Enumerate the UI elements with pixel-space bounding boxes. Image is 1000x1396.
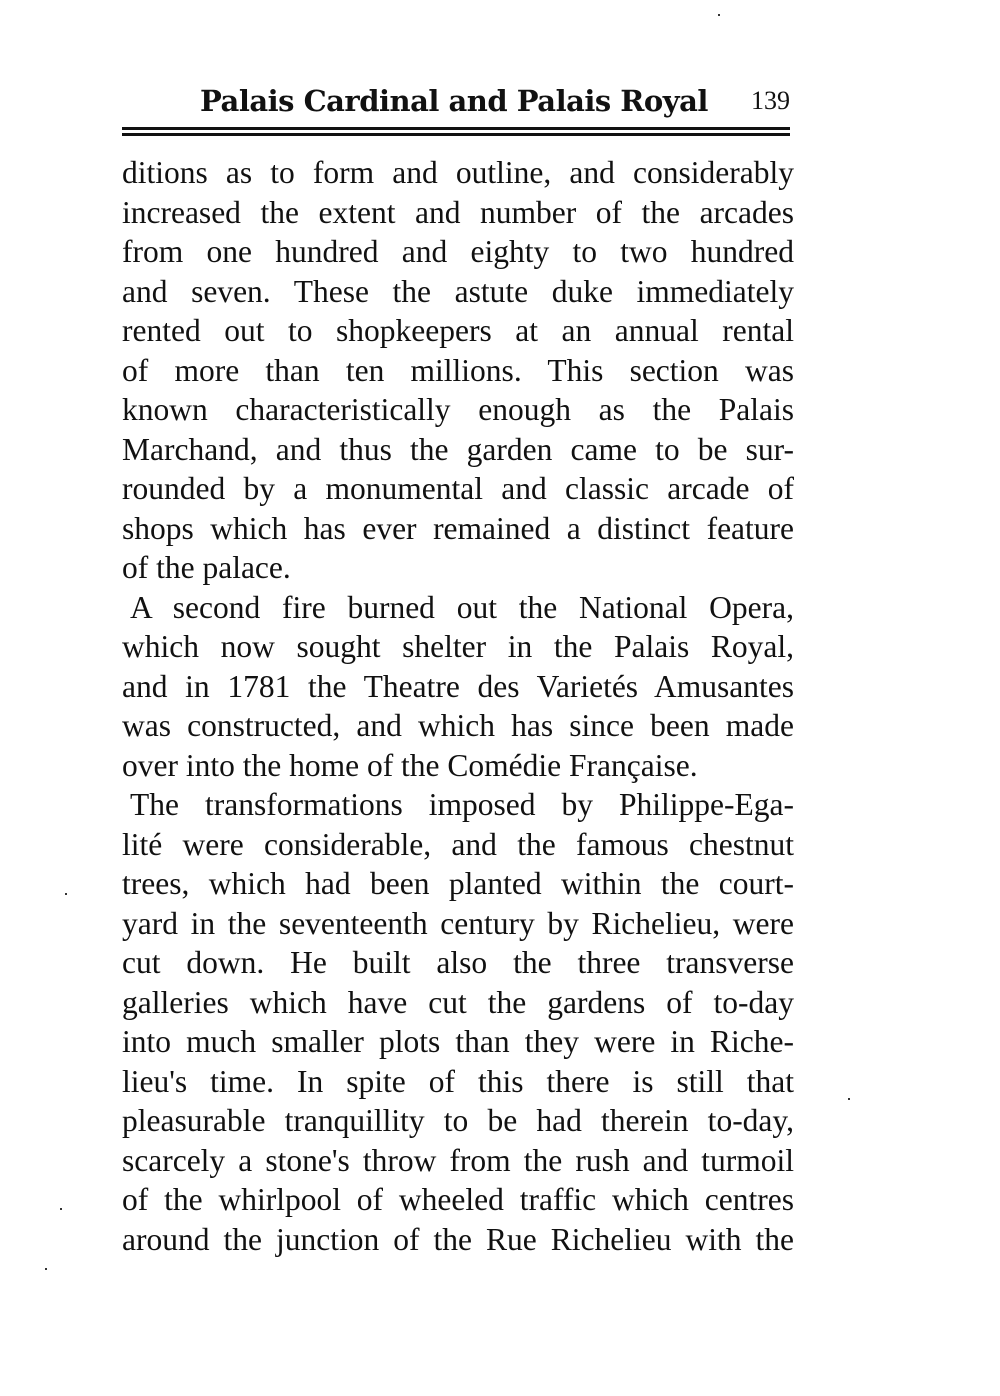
text-line: of the palace. bbox=[122, 550, 291, 585]
text-line: trees, which had been planted within the court- bbox=[122, 866, 794, 901]
text-line: lieu's time. In spite of this there is still that bbox=[122, 1063, 794, 1099]
text-line: cut down. He built also the three transverse bbox=[122, 945, 794, 980]
running-title: Palais Cardinal and Palais Royal bbox=[200, 84, 708, 118]
text-line: shops which has ever remained a distinct feature bbox=[122, 510, 794, 546]
text-line: Marchand, and thus the garden came to be sur- bbox=[122, 431, 794, 467]
text-line: and seven. These the astute duke immediately bbox=[122, 273, 794, 309]
scan-speck bbox=[60, 1208, 62, 1210]
text-line: of more than ten millions. This section was bbox=[122, 352, 794, 388]
text-line: The transformations imposed by Philippe-Ega- bbox=[130, 787, 794, 822]
text-line: rounded by a monumental and classic arcade of bbox=[122, 471, 794, 506]
text-line: over into the home of the Comédie Française. bbox=[122, 747, 698, 783]
text-line: was constructed, and which has since been made bbox=[122, 708, 794, 743]
text-line: pleasurable tranquillity to be had therein to-day, bbox=[122, 1103, 794, 1138]
text-line: scarcely a stone's throw from the rush and turmoil bbox=[122, 1142, 794, 1178]
text-line: which now sought shelter in the Palais Royal, bbox=[122, 629, 794, 664]
text-line: into much smaller plots than they were in Riche- bbox=[122, 1024, 794, 1059]
paragraph-1 bbox=[122, 153, 794, 588]
text-line: rented out to shopkeepers at an annual rental bbox=[122, 313, 794, 348]
header-rule-top bbox=[122, 127, 790, 130]
text-line: around the junction of the Rue Richelieu with the bbox=[122, 1221, 794, 1257]
scan-speck bbox=[65, 893, 67, 895]
text-line: yard in the seventeenth century by Richelieu, were bbox=[122, 905, 794, 941]
text-line: and in 1781 the Theatre des Varietés Amusantes bbox=[122, 668, 794, 704]
header-rule-bottom bbox=[122, 133, 790, 136]
text-line: of the whirlpool of wheeled traffic which centres bbox=[122, 1182, 794, 1217]
paragraph-3 bbox=[122, 785, 794, 1259]
body-text bbox=[122, 153, 794, 1259]
text-line: ditions as to form and outline, and considerably bbox=[122, 155, 794, 190]
page-number: 139 bbox=[751, 86, 790, 115]
text-line: A second fire burned out the National Opera, bbox=[130, 589, 794, 625]
scan-speck bbox=[718, 14, 720, 16]
text-line: lité were considerable, and the famous chestnut bbox=[122, 826, 794, 862]
text-line: from one hundred and eighty to two hundred bbox=[122, 234, 794, 269]
scan-speck bbox=[848, 1098, 850, 1100]
text-line: known characteristically enough as the Palais bbox=[122, 392, 794, 427]
scan-speck bbox=[45, 1268, 47, 1270]
text-line: increased the extent and number of the arcades bbox=[122, 194, 794, 230]
text-line: galleries which have cut the gardens of to-day bbox=[122, 984, 794, 1020]
page-header bbox=[122, 84, 790, 124]
paragraph-2 bbox=[122, 588, 794, 786]
